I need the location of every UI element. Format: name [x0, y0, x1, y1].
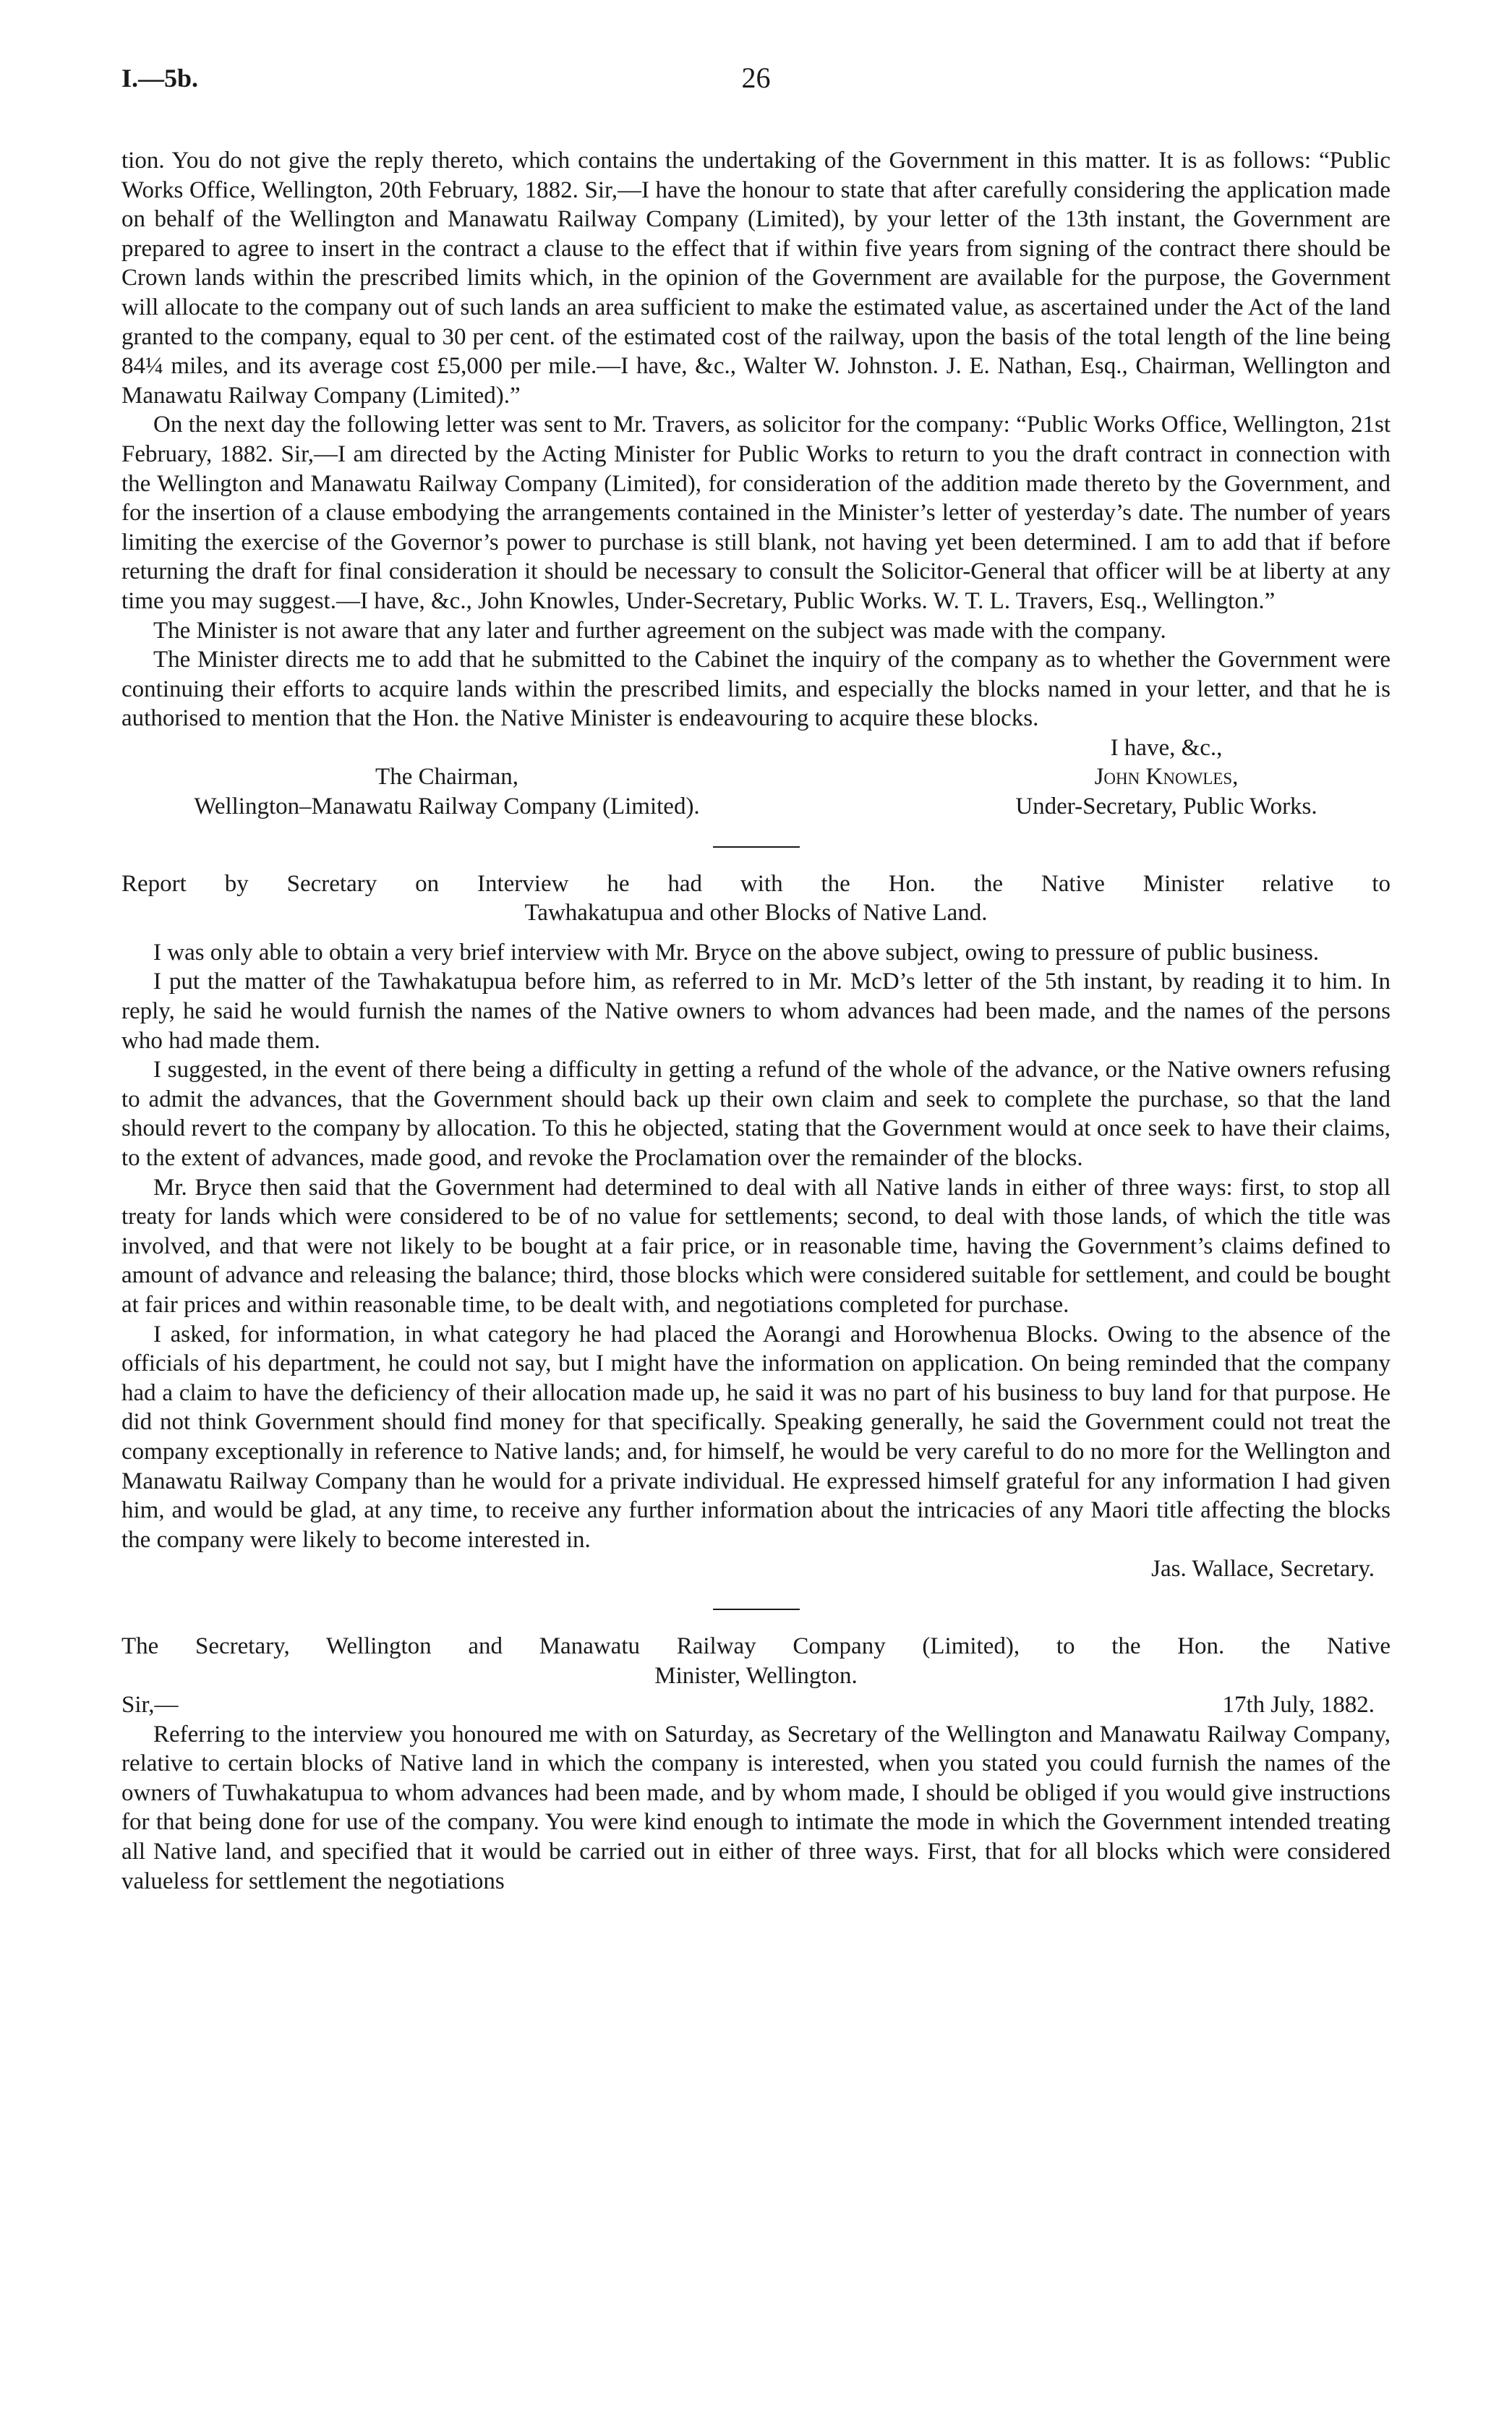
paragraph: I was only able to obtain a very brief interview with Mr. Bryce on the above subject, owing to pressure of public business.: [153, 939, 1320, 966]
addressee: [121, 762, 772, 821]
paragraph: The Minister is not aware that any later and further agreement on the subject was made with the company.: [153, 617, 1166, 644]
report-title-line: Report by Secretary on Interview he had with the Hon. the Native Minister relative to: [121, 870, 1391, 897]
paragraph: On the next day the following letter was sent to Mr. Travers, as solicitor for the company: “Public Works Office, Wellington, 21st February, 1882. Sir,—I am directed by the Acting Minister for Public Works to return to you the draft contract in connection with the Wellington and Manawatu Railway Company (Limited), for consideration of the addition made thereto by the Government, and for the insertion of a clause embodying the arrangements contained in the Minister’s letter of yesterday’s date. The number of years limiting the exercise of the Governor’s power to purchase is still blank, not having yet been determined. I am to add that if before returning the draft for final consideration it should be necessary to consult the Solicitor-General that officer will be at liberty at any time you may suggest.—I have, &c., John Knowles, Under-Secretary, Public Works. W. T. L. Travers, Esq., Wellington.”: [121, 412, 1391, 614]
signatory: [942, 762, 1391, 821]
paragraph: I put the matter of the Tawhakatupua before him, as referred to in Mr. McD’s letter of the 5th instant, by reading it to him. In reply, he said he would furnish the names of the Native owners to whom advances had been made, and the names of the persons who had made them.: [121, 969, 1391, 1054]
page-number: 26: [741, 61, 771, 94]
paragraph: Mr. Bryce then said that the Government had determined to deal with all Native lands in either of three ways: first, to stop all treaty for lands which were considered to be of no value for settlements; second, to deal with those lands, of which the title was involved, and that were not likely to be bought at a fair price, or in reasonable time, having the Government’s claims defined to amount of advance and releasing the balance; third, those blocks which were considered suitable for settlement, and could be bought at fair prices and within reasonable time, to be dealt with, and negotiations completed for purchase.: [121, 1174, 1391, 1318]
letter-title-line: Minister, Wellington.: [654, 1662, 858, 1689]
paragraph: I suggested, in the event of there being a difficulty in getting a refund of the whole of the advance, or the Native owners refusing to admit the advances, that the Government should back up their own claim and seek to complete the purchase, so that the land should revert to the company by allocation. To this he objected, stating that the Government would at once seek to have their claims, to the extent of advances, made good, and revoke the Proclamation over the remainder of the blocks.: [121, 1057, 1391, 1171]
letter-date: 17th July, 1882.: [1222, 1692, 1375, 1719]
report-title: [121, 869, 1391, 928]
signatory-name: John Knowles,: [1094, 764, 1239, 791]
addressee-line: The Chairman,: [375, 764, 518, 791]
section-divider: [713, 846, 800, 848]
address-signature-row: [121, 762, 1391, 821]
letter-knowles: [121, 146, 1391, 822]
report-title-line: Tawhakatupua and other Blocks of Native Land.: [524, 900, 988, 927]
closing-block: [121, 733, 1391, 763]
closing: I have, &c.,: [1110, 734, 1223, 761]
section-divider: [713, 1609, 800, 1610]
document-reference: I.—5b.: [121, 64, 199, 93]
letter-secretary-to-native-minister: [121, 1632, 1391, 1896]
page-header: [121, 61, 1391, 108]
letter-title-line: The Secretary, Wellington and Manawatu Railway Company (Limited), to the Hon. the Native: [121, 1632, 1391, 1659]
paragraph: tion. You do not give the reply thereto, which contains the undertaking of the Government in this matter. It is as follows: “Public Works Office, Wellington, 20th February, 1882. Sir,—I have the honour to state that after carefully considering the application made on behalf of the Wellington and Manawatu Railway Company (Limited), by your letter of the 13th instant, the Government are prepared to agree to insert in the contract a clause to the effect that if within five years from signing of the contract there should be Crown lands within the prescribed limits which, in the opinion of the Government are available for the purpose, the Government will allocate to the company out of such lands an area sufficient to make the estimated value, as ascertained under the Act of the land granted to the company, equal to 30 per cent. of the estimated cost of the railway, upon the basis of the total length of the line being 84¼ miles, and its average cost £5,000 per mile.—I have, &c., Walter W. Johnston. J. E. Nathan, Esq., Chairman, Wellington and Manawatu Railway Company (Limited).”: [121, 148, 1391, 409]
letter-title: [121, 1632, 1391, 1690]
salutation: Sir,—: [121, 1692, 179, 1719]
report-signature: Jas. Wallace, Secretary.: [1151, 1556, 1375, 1583]
paragraph: The Minister directs me to add that he submitted to the Cabinet the inquiry of the company as to whether the Government were continuing their efforts to acquire lands within the prescribed limits, and especially the blocks named in your letter, and that he is authorised to mention that the Hon. the Native Minister is endeavouring to acquire these blocks.: [121, 647, 1391, 732]
signatory-title: Under-Secretary, Public Works.: [1015, 793, 1317, 820]
salutation-date-row: [121, 1690, 1391, 1720]
report-interview: [121, 869, 1391, 1584]
paragraph: I asked, for information, in what category he had placed the Aorangi and Horowhenua Blocks. Owing to the absence of the officials of his department, he could not say, but I might have the information on application. On being reminded that the company had a claim to have the deficiency of their allocation made up, he said it was no part of his business to buy land for that purpose. He did not think Government should find money for that specifically. Speaking generally, he said the Government could not treat the company exceptionally in reference to Native lands; and, for himself, he would be very careful to do no more for the Wellington and Manawatu Railway Company than he would for a private individual. He expressed himself grateful for any information I had given him, and would be glad, at any time, to receive any further information about the intricacies of any Maori title affecting the blocks the company were likely to become interested in.: [121, 1321, 1391, 1553]
addressee-line: Wellington–Manawatu Railway Company (Limited).: [194, 793, 700, 820]
paragraph: Referring to the interview you honoured me with on Saturday, as Secretary of the Wellington and Manawatu Railway Company, relative to certain blocks of Native land in which the company is interested, when you stated you could furnish the names of the owners of Tuwhakatupua to whom advances had been made, and by whom made, I should be obliged if you would give instructions for that being done for use of the company. You were kind enough to intimate the mode in which the Government intended treating all Native land, and specified that it would be carried out in either of three ways. First, that for all blocks which were considered valueless for settlement the negotiations: [121, 1721, 1391, 1894]
